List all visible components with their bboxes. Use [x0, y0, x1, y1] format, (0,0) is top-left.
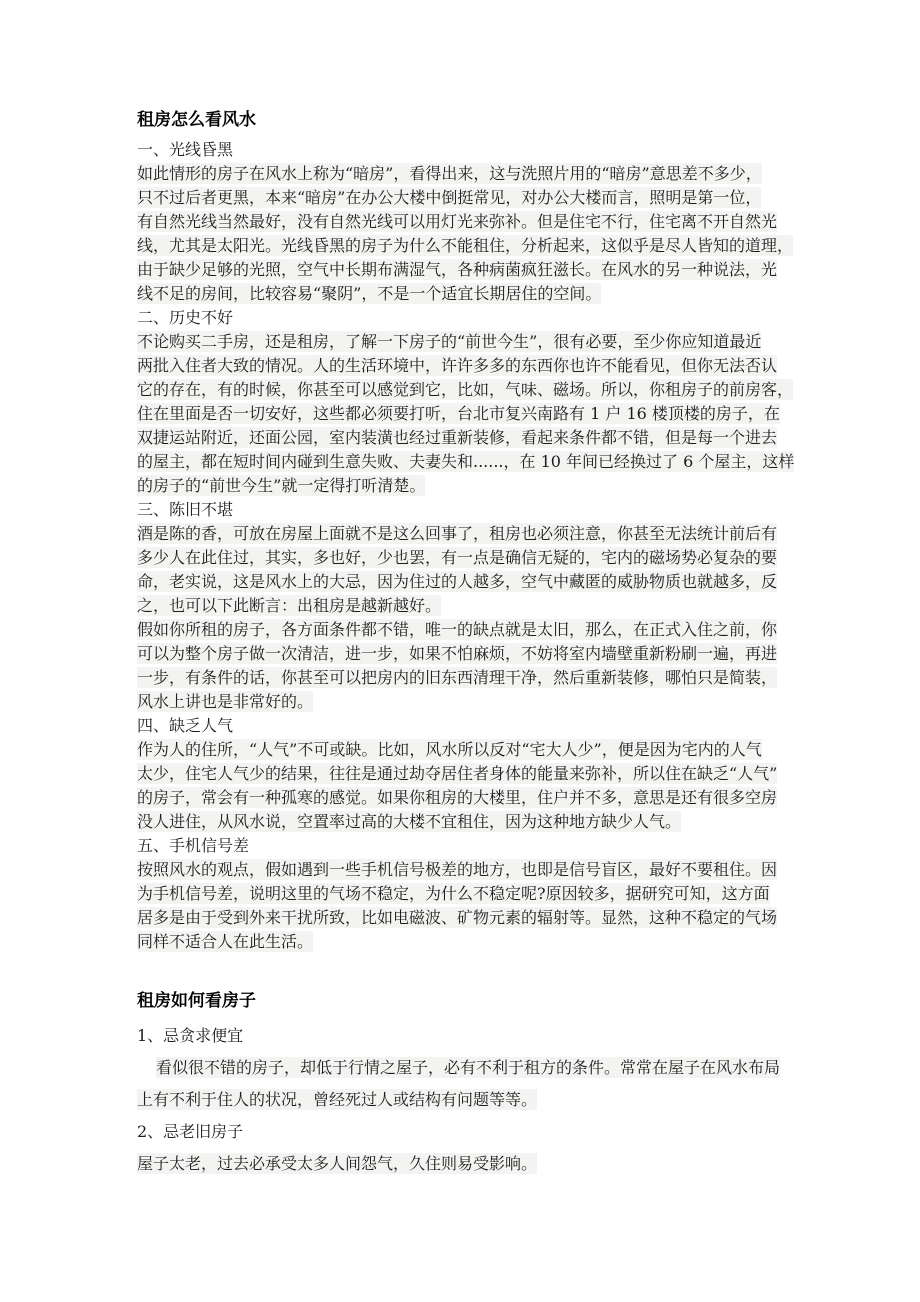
text-line-highlight: 两批入住者大致的情况。人的生活环境中，许许多多的东西你也许不能看见，但你无法否认 — [137, 356, 778, 375]
text-line — [137, 1089, 790, 1111]
text-line — [137, 570, 790, 594]
tip-header: 1、忌贪求便宜 — [137, 1026, 244, 1045]
text-line-highlight: 不论购买二手房，还是租房，了解一下房子的“前世今生”，很有必要，至少你应知道最近 — [137, 332, 762, 351]
text-line-highlight: 没人进住，从风水说，空置率过高的大楼不宜租住，因为这种地方缺少人气。 — [137, 812, 682, 831]
text-line-highlight: 一步，有条件的话，你甚至可以把房内的旧东西清理干净，然后重新装修，哪怕只是简装， — [137, 668, 778, 687]
text-line-highlight: 它的存在，有的时候，你甚至可以感觉到它，比如，气味、磁场。所以，你租房子的前房客， — [137, 380, 794, 399]
text-line — [137, 258, 790, 282]
text-line — [137, 426, 790, 450]
text-line — [137, 882, 790, 906]
text-line — [137, 474, 790, 498]
text-line — [137, 402, 790, 426]
text-line-highlight: 按照风水的观点，假如遇到一些手机信号极差的地方，也即是信号盲区，最好不要租住。因 — [137, 860, 778, 879]
doc-title-main: 租房怎么看风水 — [137, 110, 256, 130]
text-line — [137, 1153, 790, 1175]
section-header: 二、历史不好 — [137, 308, 234, 327]
text-line — [137, 666, 790, 690]
text-line — [137, 1057, 790, 1079]
text-line-highlight: 线不足的房间，比较容易“聚阴”，不是一个适宜长期居住的空间。 — [137, 284, 602, 303]
text-line — [137, 642, 790, 666]
text-line — [137, 282, 790, 306]
text-line — [137, 618, 790, 642]
doc-title-secondary: 租房如何看房子 — [137, 991, 256, 1011]
text-line-highlight: 双捷运站附近，还面公园，室内装潢也经过重新装修，看起来条件都不错，但是每一个进去 — [137, 428, 778, 447]
text-line — [137, 378, 794, 402]
section-header: 五、手机信号差 — [137, 836, 250, 855]
text-line-highlight: 有自然光线当然最好，没有自然光线可以用灯光来弥补。但是住宅不行，住宅离不开自然光 — [137, 212, 778, 231]
text-line-highlight: 为手机信号差，说明这里的气场不稳定，为什么不稳定呢?原因较多，据研究可知，这方面 — [137, 884, 770, 903]
text-line-highlight: 只不过后者更黑，本来“暗房”在办公大楼中倒挺常见，对办公大楼而言，照明是第一位， — [137, 188, 762, 207]
text-line — [137, 330, 790, 354]
text-line — [137, 738, 790, 762]
text-line-highlight: 假如你所租的房子，各方面条件都不错，唯一的缺点就是太旧，那么，在正式入住之前，你 — [137, 620, 778, 639]
text-line — [137, 234, 794, 258]
text-line-highlight: 居多是由于受到外来干扰所致，比如电磁波、矿物元素的辐射等。显然，这种不稳定的气场 — [137, 908, 778, 927]
text-line — [137, 810, 790, 834]
text-line-highlight: 由于缺少足够的光照，空气中长期布满湿气，各种病菌疯狂滋长。在风水的另一种说法，光 — [137, 260, 778, 279]
text-line — [137, 786, 790, 810]
text-line — [137, 762, 790, 786]
text-line — [137, 546, 790, 570]
text-line-highlight: 作为人的住所，“人气”不可或缺。比如，风水所以反对“宅大人少”，便是因为宅内的人气 — [137, 740, 762, 759]
text-line — [137, 906, 790, 930]
text-line-highlight: 屋子太老，过去必承受太多人间怨气，久住则易受影响。 — [137, 1154, 538, 1173]
text-line — [137, 354, 790, 378]
section-header: 三、陈旧不堪 — [137, 500, 234, 519]
text-line-highlight: 同样不适合人在此生活。 — [137, 932, 314, 951]
text-line-highlight: 如此情形的房子在风水上称为“暗房”，看得出来，这与洗照片用的“暗房”意思差不多少， — [137, 164, 762, 183]
text-line-highlight: 太少，住宅人气少的结果，往往是通过劫夺居住者身体的能量来弥补，所以住在缺乏“人气” — [137, 764, 778, 783]
rental-tips-list — [137, 1025, 790, 1175]
text-line — [137, 186, 790, 210]
text-line — [137, 522, 790, 546]
text-line-highlight: 多少人在此住过，其实，多也好，少也罢，有一点是确信无疑的，宅内的磁场势必复杂的要 — [137, 548, 778, 567]
text-line-highlight: 命，老实说，这是风水上的大忌，因为住过的人越多，空气中藏匿的威胁物质也就越多，反 — [137, 572, 778, 591]
text-line — [137, 594, 790, 618]
text-line — [137, 858, 790, 882]
text-line-highlight: 的房子，常会有一种孤寒的感觉。如果你租房的大楼里，住户并不多，意思是还有很多空房 — [137, 788, 778, 807]
text-line-highlight: 上有不利于住人的状况，曾经死过人或结构有问题等等。 — [137, 1090, 538, 1109]
text-line — [137, 930, 790, 954]
text-line-highlight: 住在里面是否一切安好，这些都必须要打听，台北市复兴南路有 1 户 16 楼顶楼的房子，在 — [137, 404, 780, 423]
text-line-highlight: 可以为整个房子做一次清洁，进一步，如果不怕麻烦，不妨将室内墙壁重新粉刷一遍，再进 — [137, 644, 778, 663]
text-line-highlight: 之，也可以下此断言：出租房是越新越好。 — [137, 596, 442, 615]
text-line — [137, 450, 795, 474]
text-line-highlight: 风水上讲也是非常好的。 — [137, 692, 314, 711]
text-line-highlight: 酒是陈的香，可放在房屋上面就不是这么回事了，租房也必须注意，你甚至无法统计前后有 — [137, 524, 778, 543]
text-line — [137, 690, 790, 714]
section-header: 四、缺乏人气 — [137, 716, 234, 735]
text-line-highlight: 看似很不错的房子，却低于行情之屋子，必有不利于租方的条件。常常在屋子在风水布局 — [156, 1058, 781, 1077]
fengshui-section-list — [137, 138, 795, 954]
text-line — [137, 210, 790, 234]
text-line-highlight: 的屋主，都在短时间内碰到生意失败、夫妻失和......，在 10 年间已经换过了 6 个屋主，这样 — [137, 452, 795, 471]
tip-header: 2、忌老旧房子 — [137, 1122, 244, 1141]
section-header: 一、光线昏黑 — [137, 140, 234, 159]
text-line-highlight: 的房子的“前世今生”就一定得打听清楚。 — [137, 476, 426, 495]
text-line — [137, 162, 790, 186]
text-line-highlight: 线，尤其是太阳光。光线昏黑的房子为什么不能租住，分析起来，这似乎是尽人皆知的道理， — [137, 236, 794, 255]
